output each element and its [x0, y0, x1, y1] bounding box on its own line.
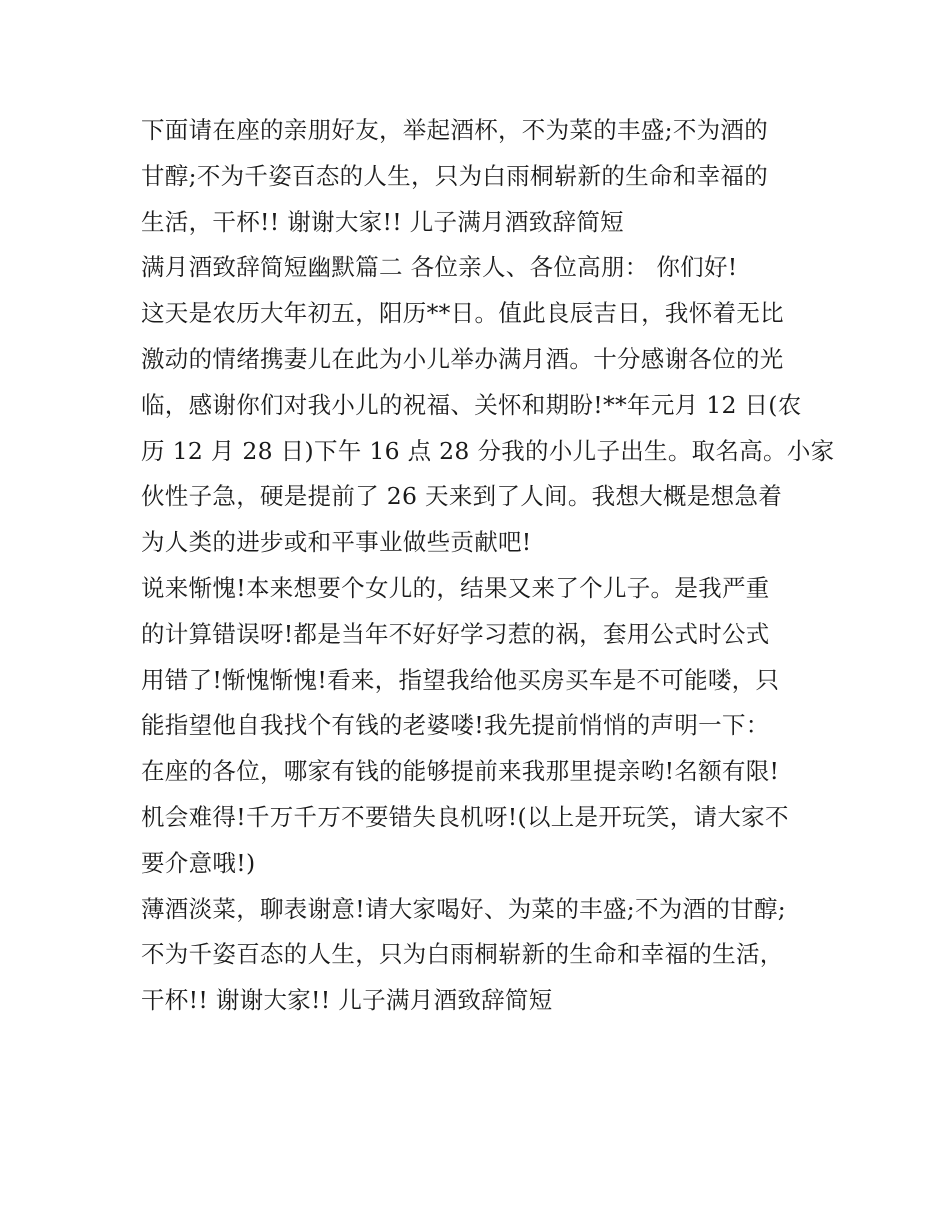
text-line: 不为千姿百态的人生，只为白雨桐崭新的生命和幸福的生活，: [141, 940, 784, 969]
text-line: 甘醇;不为千姿百态的人生，只为白雨桐崭新的生命和幸福的: [141, 161, 769, 190]
text-line: 干杯!! 谢谢大家!! 儿子满月酒致辞简短: [141, 986, 553, 1015]
text-line: 激动的情绪携妻儿在此为小儿举办满月酒。十分感谢各位的光: [141, 344, 784, 373]
text-line: 薄酒淡菜，聊表谢意!请大家喝好、为菜的丰盛;不为酒的甘醇;: [141, 894, 786, 923]
text-line: 为人类的进步或和平事业做些贡献吧!: [141, 528, 532, 557]
text-line: 伙性子急，硬是提前了 26 天来到了人间。我想大概是想急着: [141, 482, 783, 511]
text-line: 在座的各位，哪家有钱的能够提前来我那里提亲哟!名额有限!: [141, 757, 780, 786]
paragraph-toast-closing: [141, 108, 821, 245]
text-line: 能指望他自我找个有钱的老婆喽!我先提前悄悄的声明一下：: [141, 711, 770, 740]
text-line: 这天是农历大年初五，阳历**日。值此良辰吉日，我怀着无比: [141, 299, 784, 328]
text-line: 生活，干杯!! 谢谢大家!! 儿子满月酒致辞简短: [141, 207, 624, 236]
text-line: 说来惭愧!本来想要个女儿的，结果又来了个儿子。是我严重: [141, 573, 770, 602]
paragraph-final-toast: [141, 887, 821, 1024]
text-line: 要介意哦!): [141, 848, 256, 877]
text-line: 历 12 月 28 日)下午 16 点 28 分我的小儿子出生。取名高。小家: [141, 436, 835, 465]
text-line: 临，感谢你们对我小儿的祝福、关怀和期盼!**年元月 12 日(农: [141, 390, 802, 419]
text-line: 满月酒致辞简短幽默篇二 各位亲人、各位高朋： 你们好!: [141, 253, 738, 282]
paragraph-humor: [141, 566, 821, 887]
text-line: 用错了!惭愧惭愧!看来，指望我给他买房买车是不可能喽，只: [141, 665, 780, 694]
paragraph-section-heading: [141, 245, 821, 291]
text-line: 下面请在座的亲朋好友，举起酒杯，不为菜的丰盛;不为酒的: [141, 116, 769, 144]
text-line: 机会难得!千万千万不要错失良机呀!(以上是开玩笑，请大家不: [141, 802, 789, 831]
paragraph-birth-announcement: [141, 291, 835, 566]
document-body: [141, 108, 835, 1024]
text-line: 的计算错误呀!都是当年不好好学习惹的祸，套用公式时公式: [141, 619, 770, 648]
